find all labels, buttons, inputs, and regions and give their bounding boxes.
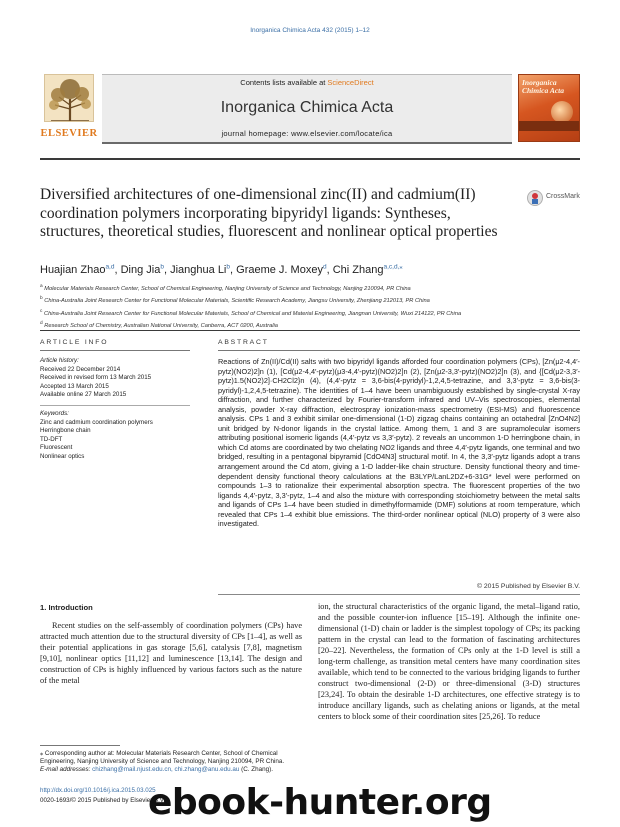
journal-header: [40, 74, 580, 146]
affiliation: [40, 307, 580, 319]
affiliation-divider: [40, 330, 580, 331]
author[interactable]: [333, 264, 403, 276]
affiliation-text: Molecular Materials Research Center, School of Chemical Engineering, Nanjing University of Science and Technology, Nanjing 210094, PR China: [44, 285, 411, 292]
author-affiliation-marker[interactable]: d: [322, 263, 327, 270]
abstract-end-rule: [218, 594, 580, 595]
introduction-heading: 1. Introduction: [40, 603, 93, 612]
affiliation: [40, 282, 580, 294]
corresponding-author-text: ⁎ Corresponding author at: Molecular Materials Research Center, School of Chemical Engineering, Nanjing University of Science and Technology, Nanjing 210094, PR China.: [40, 750, 285, 766]
email-suffix: (C. Zhang).: [239, 766, 273, 774]
elsevier-wordmark: ELSEVIER: [40, 128, 98, 139]
contents-prefix: Contents lists available at: [240, 78, 328, 87]
author-name: Chi Zhang: [332, 263, 384, 276]
keywords-label: Keywords:: [40, 409, 69, 417]
author-separator: ,: [163, 263, 171, 276]
keyword: Herringbone chain: [40, 427, 91, 435]
history-item: Received in revised form 13 March 2015: [40, 374, 152, 382]
author-name: Ding Jia: [120, 263, 161, 276]
corresponding-author-footnote: [40, 750, 302, 775]
abstract-copyright: © 2015 Published by Elsevier B.V.: [477, 583, 580, 590]
author[interactable]: [236, 264, 333, 276]
author-separator: ,: [114, 263, 121, 276]
abstract-text: Reactions of Zn(II)/Cd(II) salts with two bipyridyl ligands afforded four coordination polymers (CPs), [Zn(μ2-4,4′-pytz)(NO2)2]n (1), [Cd(μ2-4,4′-pytz)(μ3-4,4′-pytz)(NO2)2]n (2), [Zn(μ2-3,3′-pytz)(NO2)2]n (3), and {[Cd(μ2-3,3′-pytz)1.5(NO2)2]·CH2Cl2}n (4), (4,4′-pytz = 3,6-bis(4-pyridyl)-1,2,4,5-tetrazine, and 3,3′-pytz = 3,6-bis(3-pyridyl)-1,2,4,5-tetrazine). The identities of 1–4 have been unambiguously established by single-crystal X-ray diffraction, and further characterized by Fourier-transform infrared and UV–Vis spectroscopies, elemental analysis, powder X-ray diffraction, electrospray ionization-mass spectrometry (ESI-MS) and fluorescence analysis. CPs 1 and 3 exhibit similar one-dimensional (1-D) zigzag chains containing an octahedral [ZnO4N2] unit bridged by N-donor ligands in the crystal lattice. Among them, 1 and 3 are supramolecular isomers attributing positional isomeric ligands (4,4′-pytz vs 3,3′-pytz). 2 reveals an uncommon 1-D herringbone chain, in which Cd atoms are coordinated by two chelating NO2 ligands and three 4,4′-pytz ligands, one terminal and two bridged, resulting in a pentagonal bipyramid [CdO4N3] structural motif. In 4, the 3,3′-pytz ligands adopt a trans arrangement around the Cd atom, giving a 1-D ladder-like chain structure. Density functional theory and time-dependent density functional theory calculations at the B3LYP/LanL2DZ+6-31G* level were performed on compounds 1–3 to rationalize their experimental absorption spectra. The fluorescent properties of the two ligands 4,4′-pytz, 3,3′-pytz, 1–4 and also the mixture with corresponding stoichiometry between the metal salts and ligands of CPs 1–4 have been studied in dimethylformamide (DMF) solutions at room temperature, which revealed that CPs 1–4 exhibit blue emissions. The third-order nonlinear optical (NLO) property of 3 were also investigated.: [218, 357, 580, 529]
keyword: Nonlinear optics: [40, 452, 85, 460]
email-links[interactable]: chizhang@mail.njust.edu.cn, chi.zhang@anu.edu.au: [92, 766, 240, 774]
cover-title: Inorganica Chimica Acta: [522, 78, 565, 95]
journal-name: Inorganica Chimica Acta: [220, 99, 394, 116]
author[interactable]: [40, 264, 121, 276]
header-divider: [40, 158, 580, 160]
sciencedirect-link[interactable]: ScienceDirect: [327, 78, 374, 87]
affiliation-key: a: [40, 284, 43, 289]
affiliation: [40, 294, 580, 306]
article-info-panel: [40, 357, 190, 462]
history-item: Received 22 December 2014: [40, 365, 121, 373]
author-affiliation-marker[interactable]: b: [160, 263, 164, 270]
journal-cover-thumbnail[interactable]: [518, 74, 580, 142]
issn-line: 0020-1693/© 2015 Published by Elsevier B.V.: [40, 797, 166, 804]
author-affiliation-marker[interactable]: b: [226, 263, 231, 270]
affiliation-list: [40, 282, 580, 332]
author-list: [40, 262, 580, 276]
author[interactable]: [121, 264, 171, 276]
doi-link[interactable]: http://dx.doi.org/10.1016/j.ica.2015.03.025: [40, 787, 156, 794]
affiliation-text: China-Australia Joint Research Center for Functional Molecular Materials, School of Chemical and Material Engineering, Jiangnan University, Wuxi 214122, PR China: [43, 310, 462, 317]
affiliation-key: c: [40, 308, 43, 314]
cover-graphic-icon: [551, 101, 573, 123]
article-info-rule: [40, 350, 190, 351]
abstract-heading: ABSTRACT: [218, 339, 269, 346]
abstract-body: [218, 357, 580, 529]
author-affiliation-marker[interactable]: a,d: [105, 263, 115, 270]
author-affiliation-marker[interactable]: a,c,d,⁎: [383, 263, 403, 270]
journal-citation[interactable]: Inorganica Chimica Acta 432 (2015) 1–12: [250, 27, 370, 34]
contents-available: [102, 78, 512, 87]
affiliation-key: b: [40, 296, 43, 302]
keyword: TD-DFT: [40, 435, 63, 443]
crossmark-icon: [527, 190, 543, 206]
history-item: Accepted 13 March 2015: [40, 382, 109, 390]
journal-banner: [102, 74, 512, 144]
author-name: Jianghua Li: [170, 263, 227, 276]
author[interactable]: [170, 264, 236, 276]
abstract-rule: [218, 350, 580, 351]
author-separator: ,: [326, 263, 333, 276]
article-title: Diversified architectures of one-dimensional zinc(II) and cadmium(II) coordination polymers incorporating bipyridyl ligands: Syntheses, structures, theoretical studies, fluorescent and nonlinear optical properties: [40, 186, 498, 240]
affiliation-key: d: [40, 321, 43, 327]
email-label: E-mail addresses:: [40, 766, 91, 774]
cover-stripe: [519, 121, 579, 131]
author-separator: ,: [230, 263, 237, 276]
history-item: Available online 27 March 2015: [40, 391, 127, 399]
affiliation-text: Research School of Chemistry, Australian National University, Canberra, ACT 0200, Australia: [44, 323, 278, 330]
email-line: [40, 766, 302, 774]
info-divider: [40, 405, 190, 406]
affiliation-text: China-Australia Joint Research Center for Functional Molecular Materials, Scientific Research Academy, Jiangsu University, Zhenjiang 212013, PR China: [44, 298, 430, 305]
crossmark-button[interactable]: [527, 190, 597, 206]
elsevier-logo[interactable]: [40, 74, 98, 144]
author-name: Graeme J. Moxey: [236, 263, 323, 276]
elsevier-tree-icon: [44, 74, 94, 122]
watermark-text: ebook-hunter.org: [148, 782, 492, 823]
keyword: Zinc and cadmium coordination polymers: [40, 418, 153, 426]
intro-right-column: ion, the structural characteristics of the organic ligand, the metal–ligand ratio, and the possible counter-ion influence [15–19]. Although the infinite one-dimensional (1-D) chain or ladder is the simplest topology of CPs; its packing pattern in the crystal can lead to the formation of fascinating architectures [20–22]. Nevertheless, the formation of CPs only at the 1-D level is still a long-term challenge, as transition metal centers have many coordination sites available, which tend to be connected to the various bridging ligands to further construct two-dimensional (2-D) or three-dimensional (3-D) structures [23,24]. To obtain the desirable 1-D architectures, one effective strategy is to introduce ancillary ligands, such as chelating anions or ligands, at the metal centers to block some of their coordination sites [25,26]. To reduce: [318, 602, 580, 721]
intro-left-column: Recent studies on the self-assembly of coordination polymers (CPs) have attracted much attention due to the structural diversity of CPs [1–4], as well as their potential applications in gas storage [5,6], catalysis [7,8], magnetism [9,10], nonlinear optics [11,12] and luminescence [13,14]. The design and construction of CPs is highly influenced by various factors such as the nature of the metal: [40, 621, 302, 685]
history-label: Article history:: [40, 357, 79, 364]
crossmark-label: CrossMark: [546, 193, 580, 200]
footnote-rule: [40, 745, 120, 746]
article-info-heading: ARTICLE INFO: [40, 339, 109, 346]
keyword: Fluorescent: [40, 444, 73, 452]
journal-homepage-link[interactable]: journal homepage: www.elsevier.com/locate/ica: [221, 129, 393, 138]
author-name: Huajian Zhao: [40, 263, 106, 276]
